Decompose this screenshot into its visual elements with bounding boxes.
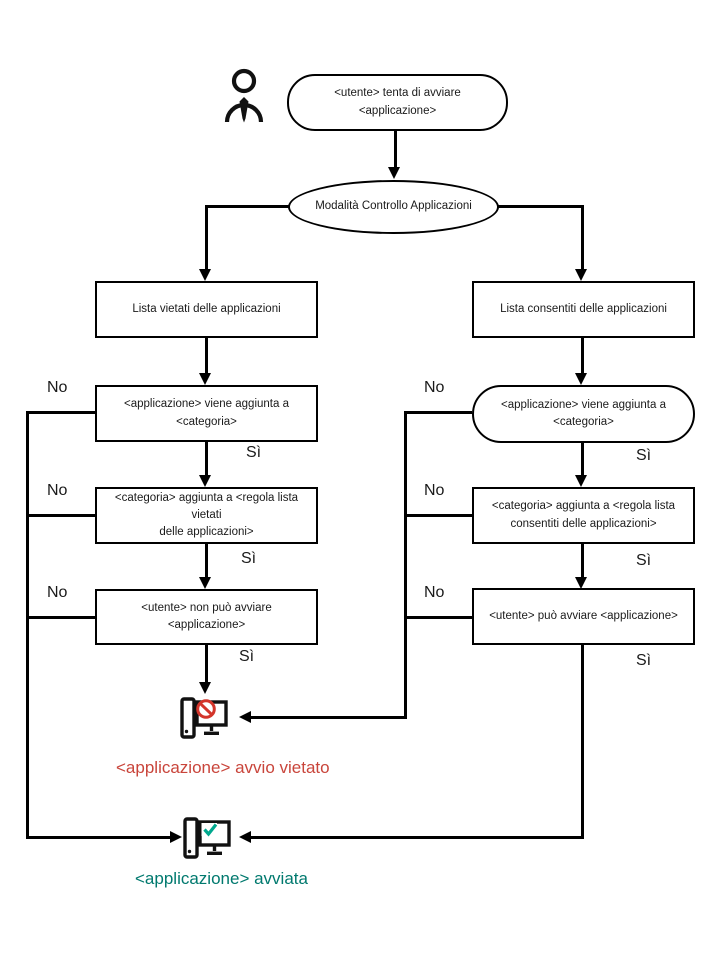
connector — [205, 544, 208, 577]
connector — [407, 616, 472, 619]
allowlist-label: Lista consentiti delle applicazioni — [500, 302, 667, 315]
denylist-category-line2: <categoria> — [176, 415, 237, 428]
app-launched-icon — [182, 814, 232, 867]
allowlist-rule-line2: consentiti delle applicazioni> — [510, 517, 657, 530]
no-label: No — [47, 584, 68, 601]
connector — [581, 443, 584, 475]
connector — [28, 514, 95, 517]
no-label: No — [47, 482, 68, 499]
denylist-user-label: <utente> non può avviare <applicazione> — [141, 601, 272, 631]
allowlist-node — [472, 281, 695, 338]
start-node-line1: <utente> tenta di avviare — [334, 87, 461, 100]
denylist-category-line1: <applicazione> viene aggiunta a — [124, 398, 289, 411]
allowlist-category-line2: <categoria> — [553, 416, 614, 428]
connector — [394, 131, 397, 169]
yes-label: Sì — [241, 550, 257, 567]
connector — [581, 338, 584, 373]
no-label: No — [424, 379, 445, 396]
user-icon — [224, 68, 264, 137]
allowed-outcome-text: <applicazione> avviata — [135, 869, 308, 888]
connector — [407, 411, 472, 414]
allowlist-user-label: <utente> può avviare <applicazione> — [489, 609, 678, 622]
arrowhead-down — [199, 475, 211, 487]
arrowhead-down — [199, 577, 211, 589]
connector — [205, 338, 208, 373]
arrowhead-down — [199, 373, 211, 385]
arrowhead-down — [575, 269, 587, 281]
connector — [251, 716, 405, 719]
yes-label: Sì — [239, 648, 255, 665]
denylist-label: Lista vietati delle applicazioni — [132, 302, 281, 315]
arrowhead-down — [388, 167, 400, 179]
yes-label: Sì — [636, 552, 652, 569]
yes-label: Sì — [636, 447, 652, 464]
connector — [404, 411, 407, 719]
denylist-rule-line1: <categoria> aggiunta a <regola lista vietati — [114, 491, 299, 521]
arrowhead-left — [239, 711, 251, 723]
connector — [581, 205, 584, 269]
denied-outcome-text: <applicazione> avvio vietato — [116, 758, 330, 777]
arrowhead-down — [575, 475, 587, 487]
allowlist-rule-node — [472, 487, 695, 544]
connector — [28, 411, 95, 414]
connector — [205, 442, 208, 475]
start-node — [287, 74, 508, 131]
allowlist-category-line1: <applicazione> viene aggiunta a — [501, 398, 666, 411]
connector — [28, 616, 95, 619]
connector — [251, 836, 583, 839]
mode-node — [288, 180, 499, 234]
start-node-line2: <applicazione> — [358, 104, 437, 117]
yes-label: Sì — [246, 444, 262, 461]
arrowhead-right — [170, 831, 182, 843]
connector — [205, 205, 208, 269]
no-label: No — [47, 379, 68, 396]
connector — [26, 411, 29, 839]
arrowhead-down — [575, 373, 587, 385]
connector — [581, 544, 584, 577]
connector — [205, 645, 208, 682]
mode-node-label: Modalità Controllo Applicazioni — [315, 200, 472, 213]
yes-label: Sì — [636, 652, 652, 669]
allowlist-rule-line1: <categoria> aggiunta a <regola lista — [491, 500, 676, 513]
no-label: No — [424, 584, 445, 601]
denylist-node — [95, 281, 318, 338]
app-blocked-icon — [179, 694, 229, 747]
connector — [206, 205, 290, 208]
denylist-rule-node — [95, 487, 318, 544]
denylist-category-node — [95, 385, 318, 442]
allowlist-user-node — [472, 588, 695, 645]
arrowhead-down — [199, 269, 211, 281]
connector — [407, 514, 472, 517]
connector — [26, 836, 170, 839]
arrowhead-left — [239, 831, 251, 843]
denylist-user-node — [95, 589, 318, 645]
arrowhead-down — [199, 682, 211, 694]
allowlist-category-node — [472, 385, 695, 443]
no-label: No — [424, 482, 445, 499]
connector — [498, 205, 584, 208]
connector — [581, 645, 584, 839]
denylist-rule-line2: delle applicazioni> — [159, 526, 254, 539]
